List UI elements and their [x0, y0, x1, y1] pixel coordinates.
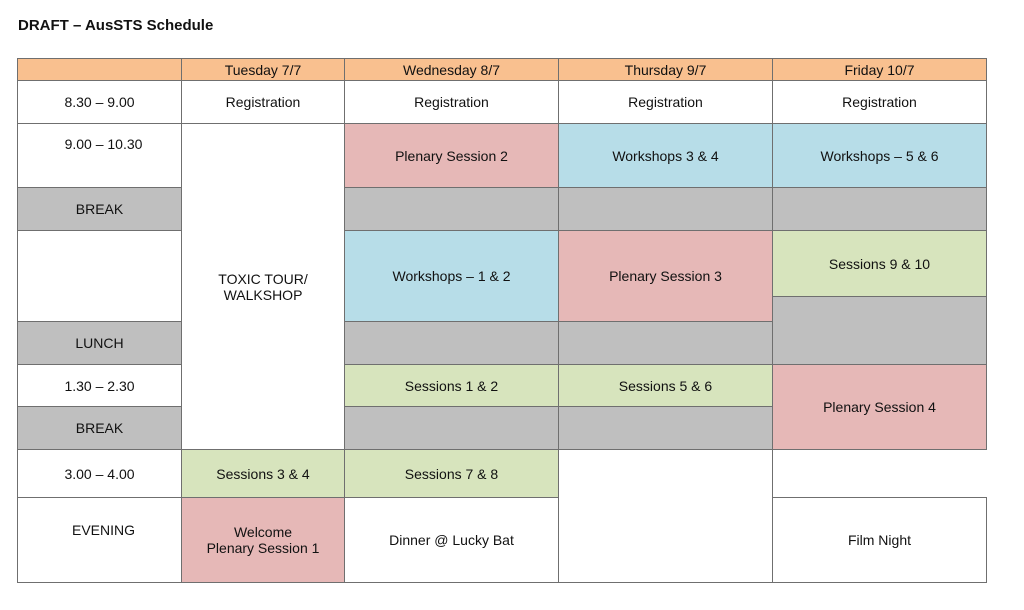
cell-thu-film-night: Film Night: [773, 498, 987, 583]
row-late-morning-a: [18, 231, 987, 297]
time-label: BREAK: [18, 407, 182, 450]
cell-wed-break-2: [345, 407, 559, 450]
cell-fri-break: [773, 188, 987, 231]
cell-fri-empty: [559, 450, 773, 583]
cell-fri-plenary-4: Plenary Session 4: [773, 365, 987, 450]
time-label: 8.30 – 9.00: [18, 81, 182, 124]
cell-wed-break: [345, 188, 559, 231]
time-label: LUNCH: [18, 322, 182, 365]
header-corner: [18, 59, 182, 81]
row-registration: [18, 81, 987, 124]
cell-thu-registration: Registration: [559, 81, 773, 124]
cell-thu-workshops-3-4: Workshops 3 & 4: [559, 124, 773, 188]
header-tuesday: Tuesday 7/7: [182, 59, 345, 81]
cell-tue-welcome: Welcome Plenary Session 1: [182, 498, 345, 583]
cell-wed-dinner: Dinner @ Lucky Bat: [345, 498, 559, 583]
cell-thu-sessions-7-8: Sessions 7 & 8: [345, 450, 559, 498]
cell-thu-plenary-3: Plenary Session 3: [559, 231, 773, 322]
cell-wed-workshops-1-2: Workshops – 1 & 2: [345, 231, 559, 322]
cell-tue-toxic-tour: TOXIC TOUR/ WALKSHOP: [182, 124, 345, 450]
cell-thu-break: [559, 188, 773, 231]
time-label: 9.00 – 10.30: [18, 124, 182, 188]
time-label: 3.00 – 4.00: [18, 450, 182, 498]
time-label: EVENING: [18, 498, 182, 583]
header-thursday: Thursday 9/7: [559, 59, 773, 81]
time-label: [18, 231, 182, 322]
row-break-1: [18, 188, 987, 231]
cell-wed-sessions-3-4: Sessions 3 & 4: [182, 450, 345, 498]
header-friday: Friday 10/7: [773, 59, 987, 81]
cell-wed-sessions-1-2: Sessions 1 & 2: [345, 365, 559, 407]
time-label: BREAK: [18, 188, 182, 231]
cell-fri-sessions-9-10: Sessions 9 & 10: [773, 231, 987, 297]
cell-thu-break-2: [559, 407, 773, 450]
cell-tue-registration: Registration: [182, 81, 345, 124]
cell-fri-lunch: [773, 297, 987, 365]
row-afternoon-2: [18, 450, 987, 498]
cell-wed-lunch: [345, 322, 559, 365]
row-evening: [18, 498, 987, 583]
row-afternoon-1: [18, 365, 987, 407]
schedule-table: [17, 58, 987, 583]
cell-fri-workshops-5-6: Workshops – 5 & 6: [773, 124, 987, 188]
time-label: 1.30 – 2.30: [18, 365, 182, 407]
header-row: [18, 59, 987, 81]
row-morning: [18, 124, 987, 188]
cell-wed-registration: Registration: [345, 81, 559, 124]
document-title: DRAFT – AusSTS Schedule: [18, 17, 214, 34]
header-wednesday: Wednesday 8/7: [345, 59, 559, 81]
cell-wed-plenary-2: Plenary Session 2: [345, 124, 559, 188]
cell-fri-registration: Registration: [773, 81, 987, 124]
cell-thu-sessions-5-6: Sessions 5 & 6: [559, 365, 773, 407]
cell-thu-lunch: [559, 322, 773, 365]
